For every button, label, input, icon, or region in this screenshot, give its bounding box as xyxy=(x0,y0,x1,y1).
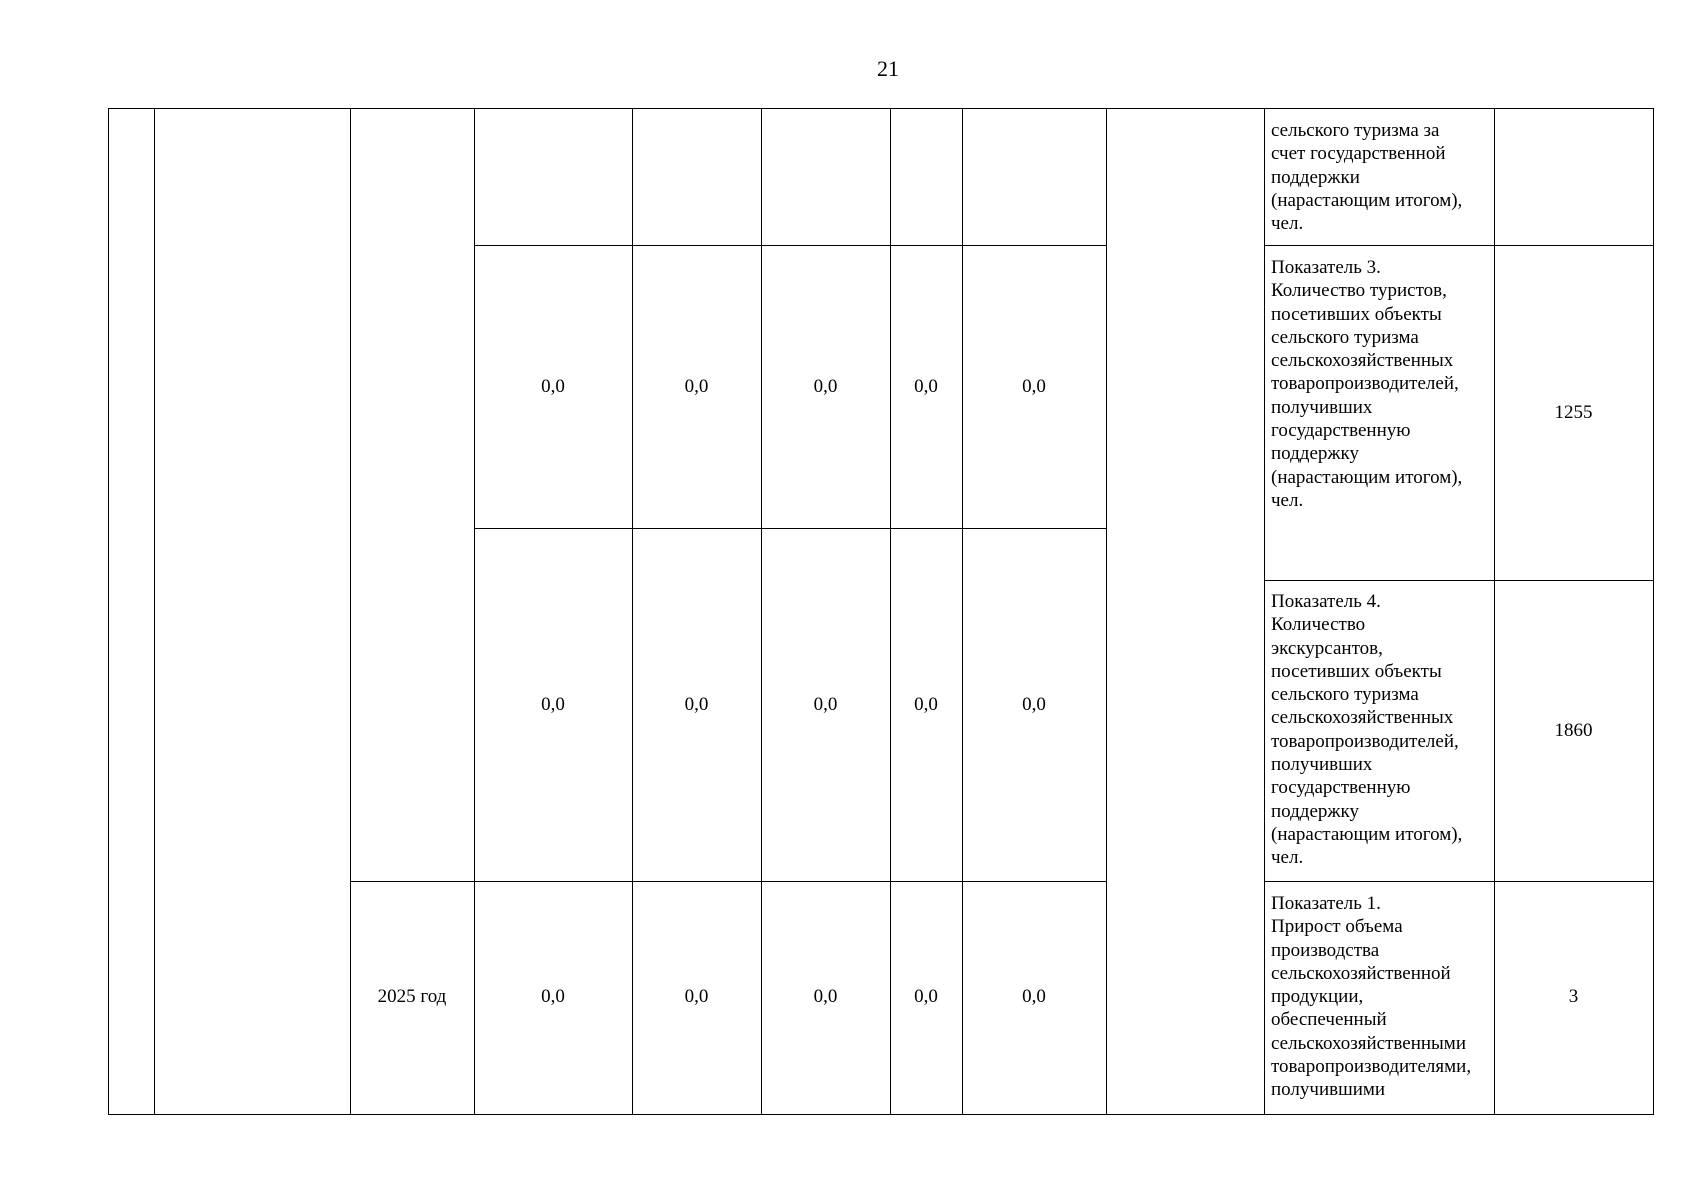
value-cell: 0,0 xyxy=(1022,376,1046,397)
table-top-border xyxy=(108,108,1654,109)
indicator-row-separator xyxy=(1264,245,1654,246)
value-cell: 0,0 xyxy=(914,986,938,1007)
value-cell: 0,0 xyxy=(541,376,565,397)
col-border-b xyxy=(154,108,155,1115)
col-border-d xyxy=(474,108,475,1115)
value-row-separator xyxy=(474,245,1106,246)
page-number: 21 xyxy=(877,56,899,81)
col-border-f xyxy=(761,108,762,1115)
table-bottom-border xyxy=(108,1114,1654,1115)
value-cell: 0,0 xyxy=(914,376,938,397)
target-value-cell: 1255 xyxy=(1554,402,1593,423)
col-border-e xyxy=(632,108,633,1115)
value-cell: 0,0 xyxy=(1022,694,1046,715)
target-value-cell: 1860 xyxy=(1554,720,1593,741)
value-cell: 0,0 xyxy=(684,986,709,1007)
col-border-c xyxy=(350,108,351,1115)
value-cell: 0,0 xyxy=(813,694,838,715)
value-cell: 0,0 xyxy=(1022,986,1046,1007)
col-border-h xyxy=(962,108,963,1115)
target-value-cell: 3 xyxy=(1568,986,1579,1007)
col-border-k xyxy=(1494,108,1495,1115)
col-border-j xyxy=(1264,108,1265,1115)
indicator-cell: сельского туризма за счет государственной поддержки (нарастающим итогом), чел. xyxy=(1271,120,1463,235)
col-border-l xyxy=(1653,108,1654,1115)
value-cell: 0,0 xyxy=(684,694,709,715)
value-cell: 0,0 xyxy=(813,986,838,1007)
value-cell: 0,0 xyxy=(914,694,938,715)
value-cell: 0,0 xyxy=(684,376,709,397)
period-row-separator xyxy=(350,881,1106,882)
value-cell: 0,0 xyxy=(541,694,565,715)
indicator-cell: Показатель 4. Количество экскурсантов, посетивших объекты сельского туризма сельскохозяйственных товаропроизводителей, получивших государственную поддержку (нарастающим итогом), чел. xyxy=(1271,591,1463,869)
indicator-cell: Показатель 1. Прирост объема производства сельскохозяйственной продукции, обеспеченный сельскохозяйственными товаропроизводителями, получившими xyxy=(1271,893,1472,1101)
col-border-g xyxy=(890,108,891,1115)
col-border-i xyxy=(1106,108,1107,1115)
indicator-row-separator xyxy=(1264,881,1654,882)
value-cell: 0,0 xyxy=(541,986,565,1007)
period-cell: 2025 год xyxy=(377,986,447,1007)
col-border-a xyxy=(108,108,109,1115)
value-cell: 0,0 xyxy=(813,376,838,397)
indicator-row-separator xyxy=(1264,580,1654,581)
indicator-cell: Показатель 3. Количество туристов, посетивших объекты сельского туризма сельскохозяйственных товаропроизводителей, получивших государственную поддержку (нарастающим итогом), чел. xyxy=(1271,257,1463,511)
value-row-separator xyxy=(474,528,1106,529)
